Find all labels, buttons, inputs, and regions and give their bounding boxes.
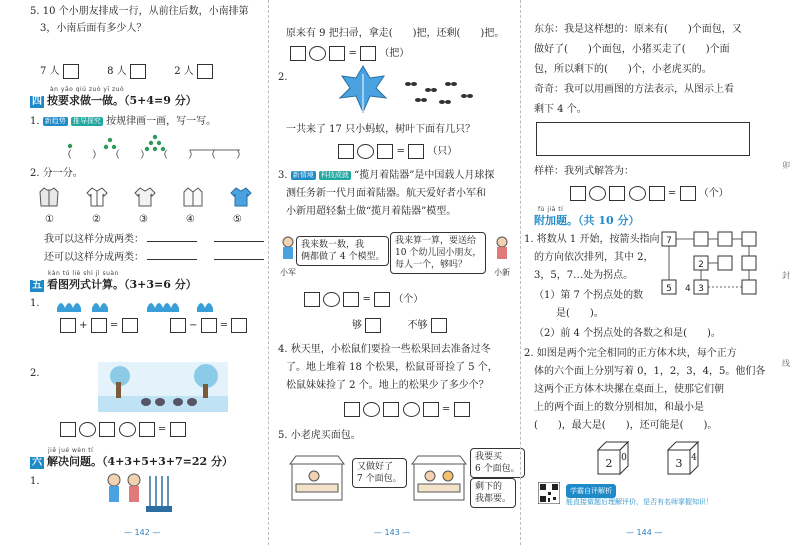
q4-line3: 松鼠妹妹捡了 2 个。地上的松果少了多少个？ [286, 380, 489, 391]
section-title: 按要求做一做。（5+4=9 分） [47, 94, 197, 107]
q5-line1: 5. 10 个小朋友排成一行，从前往后数，小南排第 [30, 6, 249, 17]
answer-box[interactable] [609, 186, 625, 201]
middle-page [268, 0, 520, 545]
name-xiaojun: 小军 [280, 268, 296, 277]
spiral-7: 7 [666, 236, 672, 246]
operator-circle[interactable] [79, 422, 96, 437]
sec6-pinyin: jiě jué wèn tí [48, 447, 94, 454]
cubes-illustration [588, 440, 728, 480]
bonus1-line5: 是( )。 [556, 308, 604, 319]
answer-box[interactable] [130, 64, 146, 79]
q5-2-label: 2. [30, 368, 40, 379]
q5-opt2: 8 人 [107, 66, 127, 77]
tag-explore: 推导探究 [72, 117, 101, 126]
spiral-number-diagram [660, 230, 770, 306]
q1-text: 按规律画一画，写一写。 [106, 116, 217, 127]
q6-1-label: 1. [30, 476, 40, 487]
circle-labels: ① ② ③ ④ ⑤ [45, 214, 242, 225]
dongdong-line2: 做好了( )个面包，小猪买走了( )个面 [534, 44, 730, 55]
q5-text: 5. 小老虎买面包。 [278, 430, 361, 441]
q5-opt3: 2 人 [174, 66, 194, 77]
equation-row: = [60, 422, 186, 437]
bonus2-line4: 上的两个面上的数分别相加，和最小是 [534, 402, 704, 413]
qiqi-line2: 剩下 4 个。 [534, 104, 587, 115]
cube1-front: 2 [605, 457, 613, 470]
cube1-side: 0 [621, 453, 627, 463]
equation-row: = [344, 402, 470, 417]
shop-bubble-2: 我要买 6 个面包。 [470, 448, 525, 478]
bonus2-line3: 这两个正方体木块摞在桌面上，使那它们朝 [534, 384, 724, 395]
answer-box[interactable] [408, 144, 424, 159]
bonus1-line3: 3，5，7…处为拐点。 [534, 270, 634, 281]
answer-box[interactable] [91, 318, 107, 333]
answer-box[interactable] [60, 318, 76, 333]
equation-row: = （个） [570, 186, 729, 201]
margin-char: 封 [782, 271, 790, 280]
sec4-pinyin: àn yāo qiú zuò yī zuò [50, 86, 125, 93]
equation-row: = （把） [290, 46, 409, 61]
qr-code-icon[interactable] [538, 482, 560, 504]
q1-parens: （ ） （ ） （ ） （ ） [62, 150, 246, 161]
operator-circle[interactable] [323, 292, 340, 307]
operator-circle[interactable] [403, 402, 420, 417]
speech-bubble-left: 我来数一数，我 俩都做了 4 个模型。 [296, 236, 389, 266]
margin-char: 线 [782, 359, 790, 368]
answer-box[interactable] [60, 422, 76, 437]
operator-circle[interactable] [629, 186, 646, 201]
tag-new-context: 新情境 [292, 171, 314, 180]
bonus2-line5: ( )，最大是( )，还可能是( )。 [534, 420, 718, 431]
boy-xiaojun-avatar [280, 236, 296, 266]
squirrel-scene [98, 362, 228, 412]
bakery-shop-right [410, 454, 468, 504]
answer-box[interactable] [383, 402, 399, 417]
q1-header: 1. 新趋势 推导探究 按规律画一画，写一写。 [30, 116, 217, 127]
shop-bubble-1: 又做好了 7 个面包。 [352, 458, 407, 488]
section-5-header [30, 278, 197, 292]
wave-pictures [52, 294, 252, 314]
answer-box[interactable] [63, 64, 79, 79]
margin-char: 卯 [782, 161, 790, 170]
operator-circle[interactable] [119, 422, 136, 437]
equation-row: + = − = [60, 318, 247, 333]
q2-label: 2. [278, 72, 288, 83]
classify-line1: 我可以这样分成两类： [44, 234, 264, 246]
dongdong-line1: 东东：我是这样想的：原来有( )个面包，又 [534, 24, 742, 35]
section-4-header [30, 94, 197, 108]
q3-header: 3. 新情境 科技成就 “揽月着陆器”是中国载人月球探 [278, 170, 495, 181]
enough-choice: 够 不够 [352, 318, 447, 333]
broom-text: 原来有 9 把扫帚，拿走( )把，还剩( )把。 [286, 28, 505, 39]
q5-1-label: 1. [30, 298, 40, 309]
answer-box[interactable] [423, 402, 439, 417]
answer-box[interactable] [290, 46, 306, 61]
footer-text: 能直接做题后理解评价，是否有名师掌握知识！ [566, 498, 713, 506]
brooms-children-illustration [100, 472, 180, 517]
spiral-3: 3 [698, 284, 704, 294]
answer-box[interactable] [377, 144, 393, 159]
answer-box[interactable] [170, 318, 186, 333]
section-6-header [30, 455, 233, 469]
section-badge: 四 [32, 96, 42, 107]
section-badge: 六 [32, 457, 42, 468]
operator-circle[interactable] [589, 186, 606, 201]
bonus1-line2: 的方向依次排列，其中 2， [534, 252, 654, 263]
bonus2-line1: 2. 如图是两个完全相同的正方体木块，每个正方 [524, 348, 737, 359]
answer-box[interactable] [570, 186, 586, 201]
tshirt-icon [134, 186, 156, 208]
answer-box[interactable] [170, 422, 186, 437]
bakery-shop-left [288, 454, 346, 504]
spiral-2: 2 [698, 260, 704, 270]
answer-box[interactable] [365, 318, 381, 333]
q5-opt1: 7 人 [40, 66, 60, 77]
spiral-5: 5 [666, 284, 672, 294]
dongdong-line3: 包，所以剩下的( )个，小老虎买的。 [534, 64, 712, 75]
sec5-pinyin: kàn tú liè shì jì suàn [48, 270, 119, 277]
q4-line1: 4. 秋天里，小松鼠们要捡一些松果回去准备过冬 [278, 344, 491, 355]
answer-box[interactable] [344, 402, 360, 417]
tag-trend: 新趋势 [44, 117, 66, 126]
bonus-pinyin: fù jiā tí [538, 206, 564, 213]
answer-box[interactable] [201, 318, 217, 333]
q5-options [40, 64, 213, 79]
page-number: — 143 — [374, 528, 411, 537]
speech-bubble-right: 我来算一算，要送给 10 个幼儿园小朋友， 每人一个，够吗？ [390, 232, 486, 274]
answer-box[interactable] [360, 46, 376, 61]
drawing-answer-box[interactable] [536, 122, 750, 156]
answer-box[interactable] [649, 186, 665, 201]
right-page [520, 0, 800, 545]
cube2-front: 3 [675, 457, 683, 470]
q5-line2: 3，小南后面有多少人？ [40, 23, 147, 34]
section-title: 解决问题。（4+3+5+3+7=22 分） [47, 455, 233, 468]
equation-row: = （个） [304, 292, 423, 307]
cube2-side: 4 [691, 453, 697, 463]
spiral-4: 4 [685, 284, 691, 294]
leaf-ants-illustration [338, 64, 488, 114]
bonus1-line6: （2）前 4 个拐点处的各数之和是( )。 [534, 328, 721, 339]
shop-bubble-3: 剩下的 我都要。 [470, 478, 516, 508]
answer-box[interactable] [343, 292, 359, 307]
left-page [0, 0, 268, 545]
boy-xiaoxin-avatar [494, 236, 510, 266]
qiqi-line1: 奇奇：我可以用画图的方法表示，从图示上看 [534, 84, 734, 95]
operator-circle[interactable] [309, 46, 326, 61]
coat-icon [182, 186, 204, 208]
yangyang-line: 样样：我列式解答为： [534, 166, 634, 177]
tag-tech: 科技成就 [320, 171, 349, 180]
answer-box[interactable] [454, 402, 470, 417]
answer-box[interactable] [338, 144, 354, 159]
bonus1-line1: 1. 将数从 1 开始，按箭头指向 [524, 234, 660, 245]
ant-text: 一共来了 17 只小蚂蚁，树叶下面有几只？ [286, 124, 476, 135]
answer-box[interactable] [329, 46, 345, 61]
answer-box[interactable] [197, 64, 213, 79]
section-title: 看图列式计算。（3+3=6 分） [47, 278, 197, 291]
q4-line2: 了。地上堆着 18 个松果，松鼠哥哥捡了 5 个， [286, 362, 498, 373]
bonus-title: 附加题。（共 10 分） [534, 214, 640, 227]
answer-box[interactable] [304, 292, 320, 307]
q3-line3: 小新用超轻黏土做“揽月着陆器”模型。 [286, 206, 457, 217]
answer-box[interactable] [122, 318, 138, 333]
answer-box[interactable] [431, 318, 447, 333]
jacket-icon [38, 186, 60, 208]
tshirt-blue-icon [230, 186, 252, 208]
operator-circle[interactable] [357, 144, 374, 159]
shirt-icon [86, 186, 108, 208]
q2-text: 2. 分一分。 [30, 168, 83, 179]
answer-box[interactable] [99, 422, 115, 437]
answer-box[interactable] [680, 186, 696, 201]
answer-box[interactable] [374, 292, 390, 307]
name-xiaoxin: 小新 [494, 268, 510, 277]
page-number: — 142 — [124, 528, 161, 537]
operator-circle[interactable] [363, 402, 380, 417]
bonus2-line2: 体的六个面上分别写着 0，1，2，3，4，5。他们各 [534, 366, 766, 377]
section-badge: 五 [32, 280, 42, 291]
answer-box[interactable] [139, 422, 155, 437]
answer-box[interactable] [231, 318, 247, 333]
equation-row: = （只） [338, 144, 457, 159]
q3-line2: 测任务新一代月面着陆器。航天爱好者小军和 [286, 188, 486, 199]
classify-line2: 还可以这样分成两类： [44, 252, 264, 264]
bonus1-line4: （1）第 7 个拐点处的数 [534, 290, 644, 301]
page-number: — 144 — [626, 528, 663, 537]
footer-label: 学霸自评解析 [566, 484, 616, 498]
